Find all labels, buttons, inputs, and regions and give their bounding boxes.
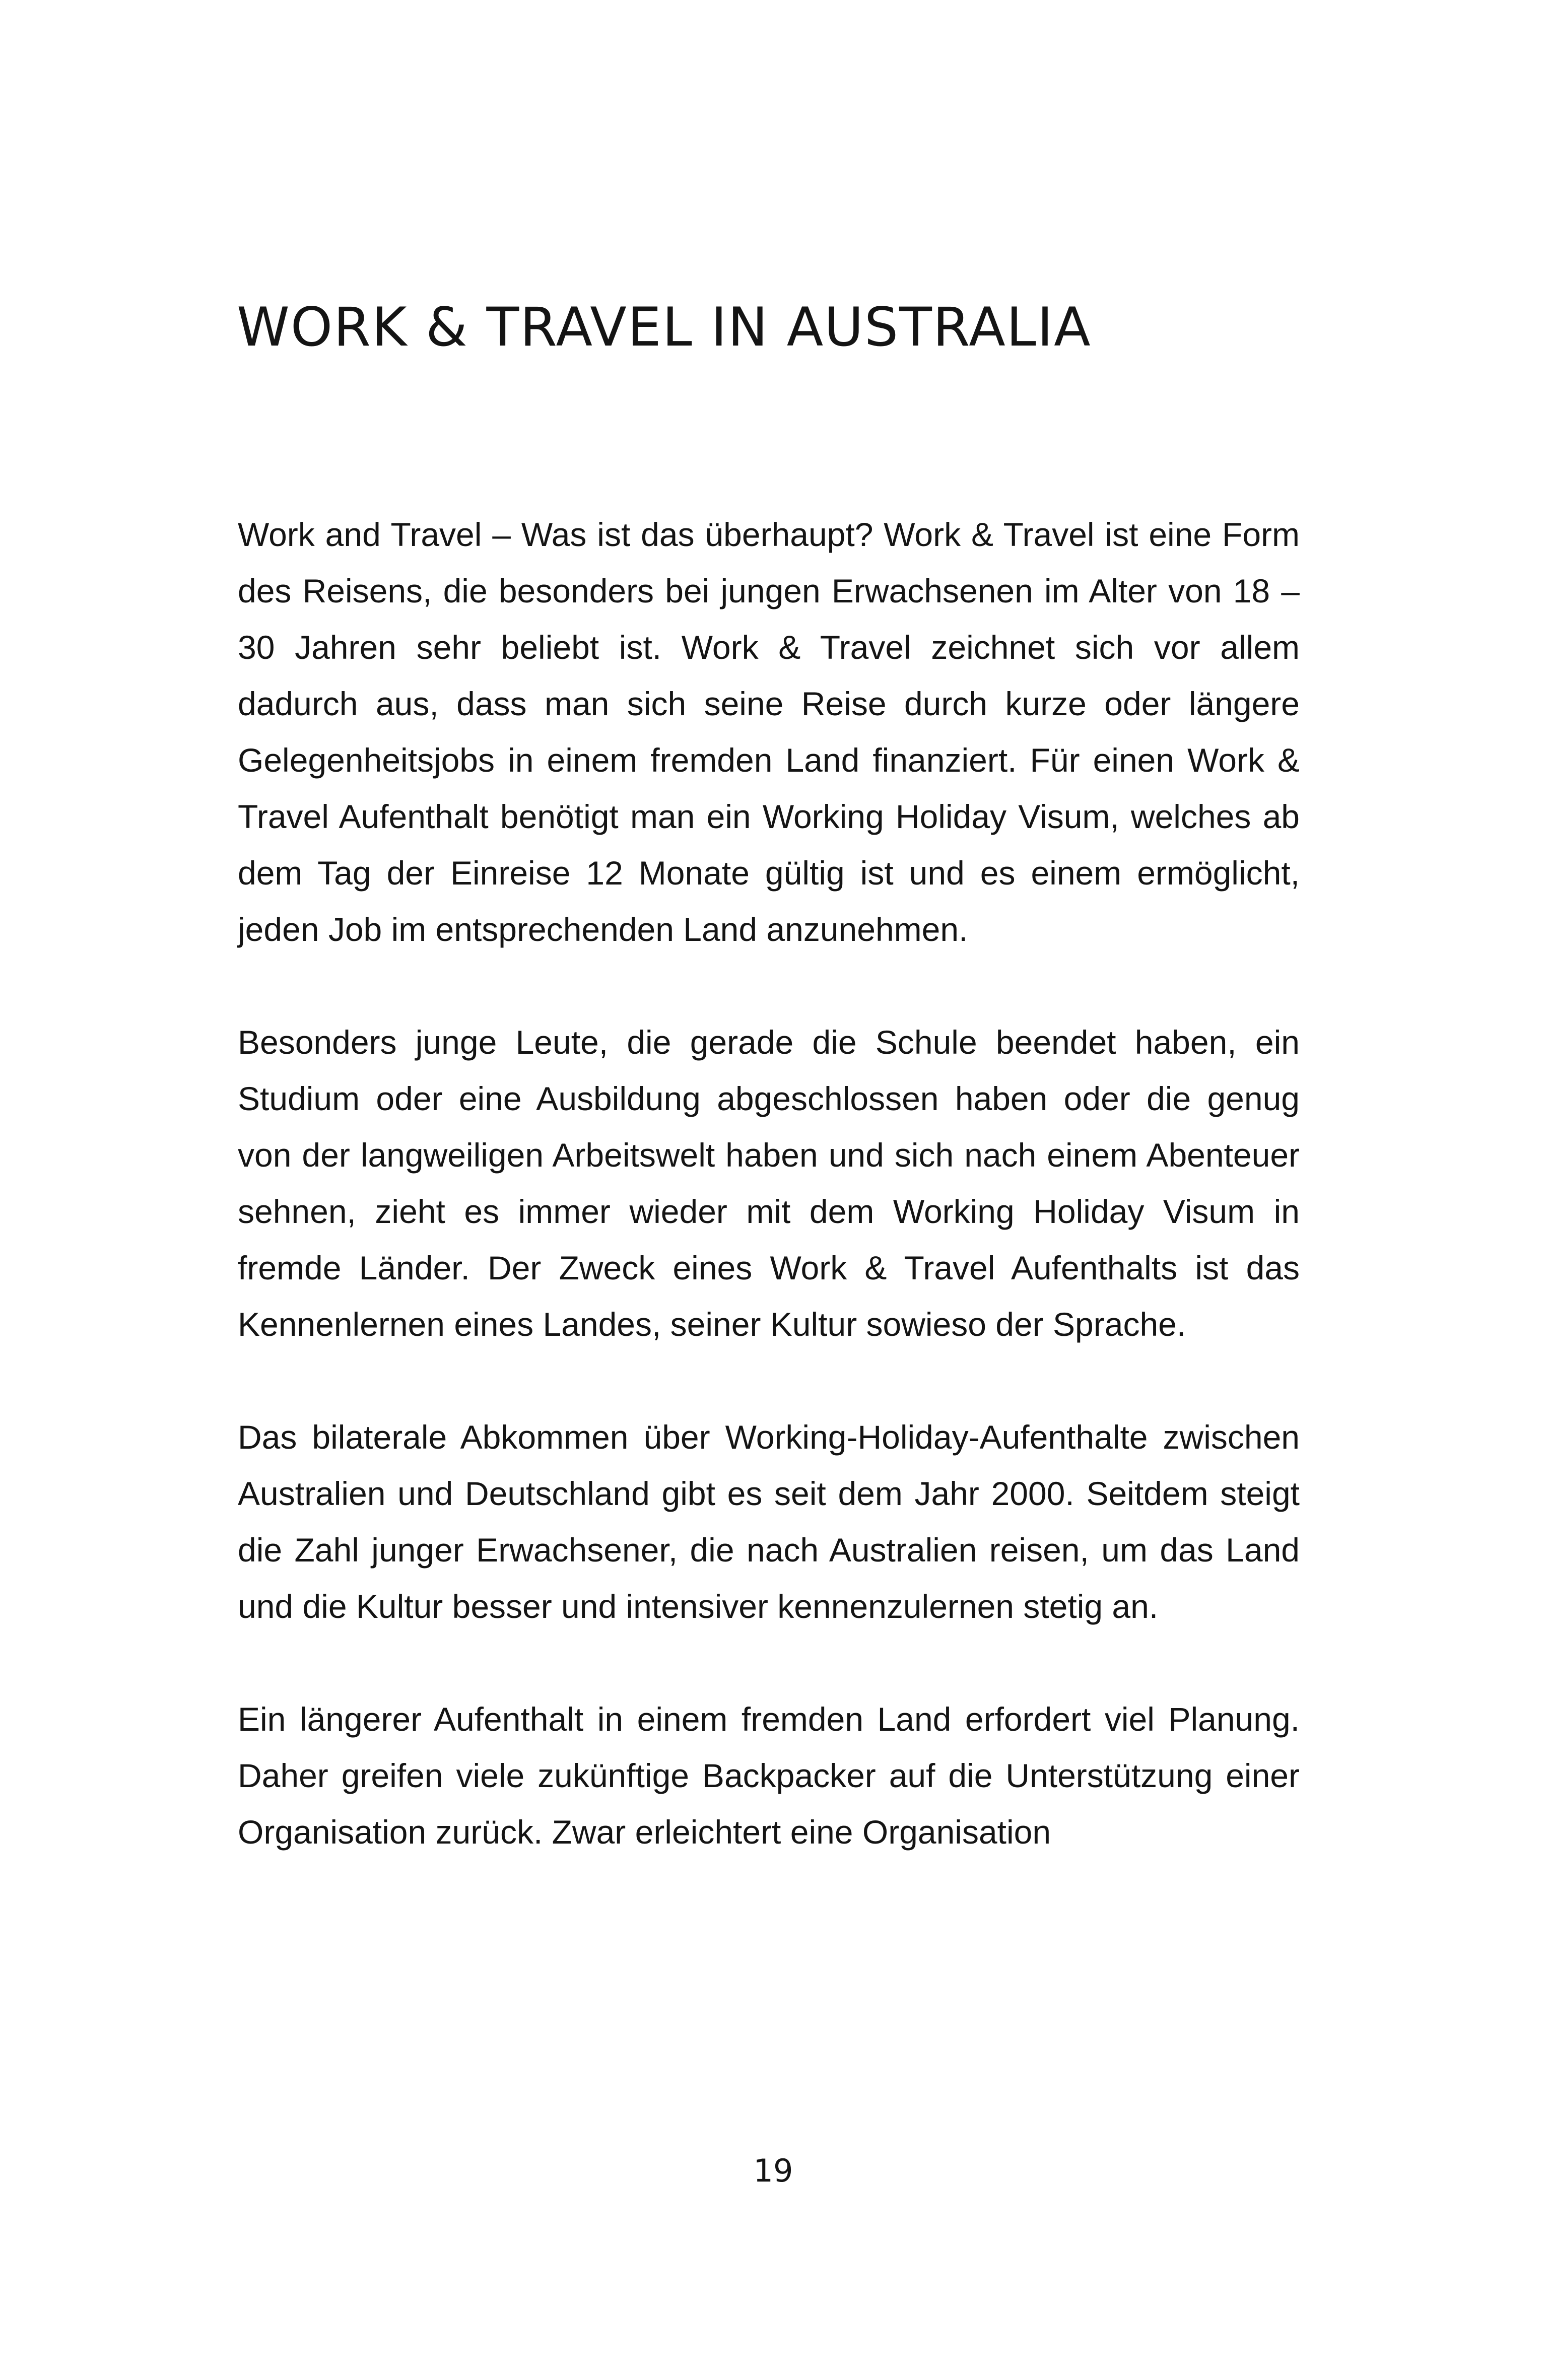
paragraph: Besonders junge Leute, die gerade die Schule beendet haben, ein Studium oder eine Ausbildung abgeschlossen haben oder die genug von der langweiligen Arbeitswelt haben und sich nach einem Abenteuer sehnen, zieht es immer wieder mit dem Working Holiday Visum in fremde Länder. Der Zweck eines Work & Travel Aufenthalts ist das Kennenlernen eines Landes, seiner Kultur sowieso der Sprache.: [238, 1024, 1300, 1343]
paragraph: Work and Travel – Was ist das überhaupt? Work & Travel ist eine Form des Reisens, die besonders bei jungen Erwachsenen im Alter von 18 – 30 Jahren sehr beliebt ist. Work & Travel zeichnet sich vor allem dadurch aus, dass man sich seine Reise durch kurze oder längere Gelegenheitsjobs in einem fremden Land finanziert. Für einen Work & Travel Aufenthalt benötigt man ein Working Holiday Visum, welches ab dem Tag der Einreise 12 Monate gültig ist und es einem ermöglicht, jeden Job im entsprechenden Land anzunehmen.: [238, 516, 1300, 948]
page-number: 19: [753, 2152, 793, 2189]
chapter-title: WORK & TRAVEL IN AUSTRALIA: [237, 296, 1092, 358]
paragraph: Ein längerer Aufenthalt in einem fremden Land erfordert viel Planung. Daher greifen viele zukünftige Backpacker auf die Unterstützung einer Organisation zurück. Zwar erleichtert eine Organisation: [238, 1701, 1300, 1851]
paragraph: Das bilaterale Abkommen über Working-Holiday-Aufenthalte zwischen Australien und Deutschland gibt es seit dem Jahr 2000. Seitdem steigt die Zahl junger Erwachsener, die nach Australien reisen, um das Land und die Kultur besser und intensiver kennenzulernen stetig an.: [238, 1418, 1300, 1625]
body-text: [238, 506, 1300, 1860]
